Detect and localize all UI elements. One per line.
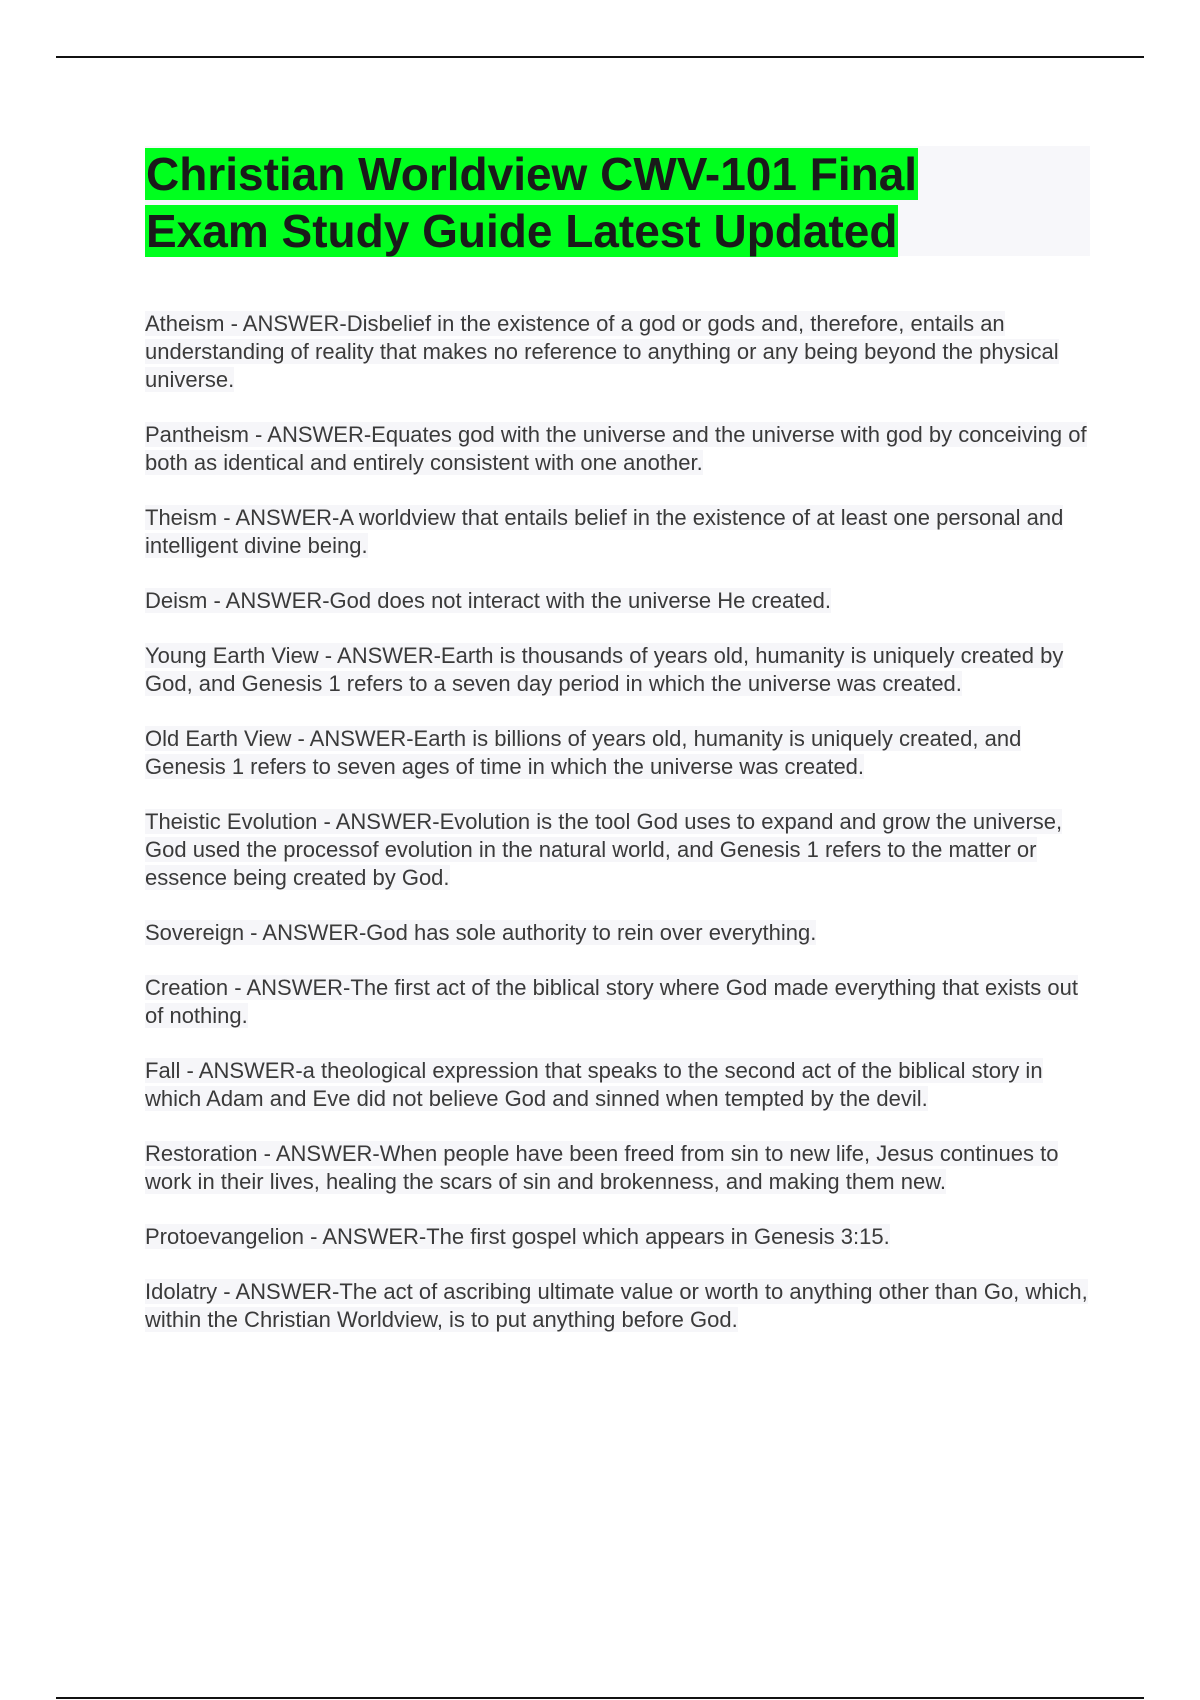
definition-pantheism <box>145 421 1095 477</box>
definition-theism <box>145 504 1095 560</box>
definition-text: Young Earth View - ANSWER-Earth is thousands of years old, humanity is uniquely created by God, and Genesis 1 refers to a seven day period in which the universe was created. <box>145 643 1064 696</box>
title-line-2: Exam Study Guide Latest Updated <box>146 205 898 257</box>
definition-text: Theistic Evolution - ANSWER-Evolution is the tool God uses to expand and grow the universe, God used the processof evolution in the natural world, and Genesis 1 refers to the matter or essence being created by God. <box>145 809 1063 890</box>
definition-text: Deism - ANSWER-God does not interact with the universe He created. <box>145 588 831 613</box>
definition-sovereign <box>145 919 1095 947</box>
definition-text: Restoration - ANSWER-When people have been freed from sin to new life, Jesus continues to work in their lives, healing the scars of sin and brokenness, and making them new. <box>145 1141 1059 1194</box>
definition-text: Sovereign - ANSWER-God has sole authority to rein over everything. <box>145 920 817 945</box>
definition-fall <box>145 1057 1095 1113</box>
bottom-divider <box>56 1697 1144 1699</box>
definition-idolatry <box>145 1278 1095 1334</box>
title-line-1: Christian Worldview CWV-101 Final <box>146 148 918 200</box>
definition-text: Creation - ANSWER-The first act of the biblical story where God made everything that exists out of nothing. <box>145 975 1078 1028</box>
definition-text: Theism - ANSWER-A worldview that entails belief in the existence of at least one personal and intelligent divine being. <box>145 505 1064 558</box>
definition-text: Old Earth View - ANSWER-Earth is billions of years old, humanity is uniquely created, and Genesis 1 refers to seven ages of time in which the universe was created. <box>145 726 1022 779</box>
definitions-list <box>145 310 1095 1361</box>
definition-text: Protoevangelion - ANSWER-The first gospel which appears in Genesis 3:15. <box>145 1224 890 1249</box>
definition-text: Idolatry - ANSWER-The act of ascribing ultimate value or worth to anything other than Go, which, within the Christian Worldview, is to put anything before God. <box>145 1279 1088 1332</box>
definition-creation <box>145 974 1095 1030</box>
page-title <box>145 146 1090 260</box>
definition-theistic-evolution <box>145 808 1095 892</box>
definition-text: Fall - ANSWER-a theological expression that speaks to the second act of the biblical story in which Adam and Eve did not believe God and sinned when tempted by the devil. <box>145 1058 1043 1111</box>
definition-protoevangelion <box>145 1223 1095 1251</box>
definition-restoration <box>145 1140 1095 1196</box>
definition-text: Pantheism - ANSWER-Equates god with the universe and the universe with god by conceiving of both as identical and entirely consistent with one another. <box>145 422 1087 475</box>
top-divider <box>56 56 1144 58</box>
definition-atheism <box>145 310 1095 394</box>
definition-old-earth-view <box>145 725 1095 781</box>
definition-young-earth-view <box>145 642 1095 698</box>
title-block <box>145 146 1090 256</box>
definition-text: Atheism - ANSWER-Disbelief in the existence of a god or gods and, therefore, entails an understanding of reality that makes no reference to anything or any being beyond the physical universe. <box>145 311 1059 392</box>
definition-deism <box>145 587 1095 615</box>
